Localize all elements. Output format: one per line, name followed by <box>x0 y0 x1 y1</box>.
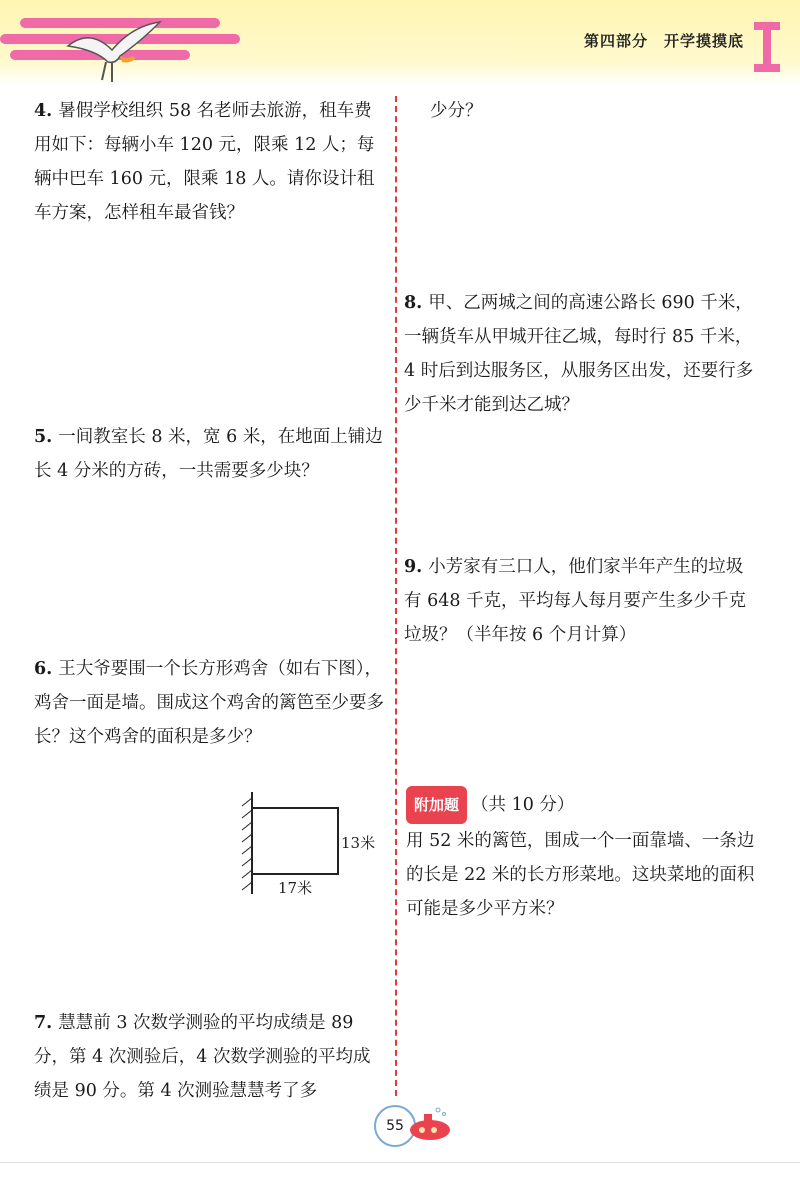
width-label: 17米 <box>278 879 313 897</box>
bonus-points: （共 10 分） <box>471 795 575 815</box>
question-7-continuation: 少分？ <box>430 101 483 121</box>
question-number: 9. <box>404 557 423 577</box>
question-9 <box>404 550 760 652</box>
coop-diagram <box>234 790 394 900</box>
question-text: 小芳家有三口人，他们家半年产生的垃圾有 648 千克，平均每人每月要产生多少千克垃圾？（半年按 6 个月计算） <box>404 557 747 645</box>
question-number: 5. <box>34 427 53 447</box>
question-text: 一间教室长 8 米，宽 6 米，在地面上铺边长 4 分米的方砖，一共需要多少块？ <box>34 427 383 481</box>
bonus-tag: 附加题 <box>406 786 467 824</box>
bonus-question <box>406 786 762 926</box>
submarine-icon <box>408 1104 452 1144</box>
bonus-heading <box>406 786 762 824</box>
question-number: 8. <box>404 293 423 313</box>
question-5 <box>34 420 384 488</box>
bottom-line <box>0 1162 800 1163</box>
coop-rectangle <box>252 808 338 874</box>
question-6 <box>34 652 384 754</box>
question-number: 6. <box>34 659 53 679</box>
question-8 <box>404 286 760 422</box>
section-title: 第四部分 开学摸摸底 <box>583 32 744 50</box>
question-7 <box>34 1006 386 1108</box>
question-number: 7. <box>34 1013 53 1033</box>
column-divider <box>395 96 397 1096</box>
question-number: 4. <box>34 101 53 121</box>
bonus-text: 用 52 米的篱笆，围成一个一面靠墙、一条边的长是 22 米的长方形菜地。这块菜地的面积可能是多少平方米？ <box>406 831 755 919</box>
header-mark <box>754 22 780 72</box>
wall-hatching <box>242 798 252 890</box>
question-text: 暑假学校组织 58 名老师去旅游，租车费用如下：每辆小车 120 元，限乘 12 人；每辆中巴车 160 元，限乘 18 人。请你设计租车方案，怎样租车最省钱？ <box>34 101 375 223</box>
question-text: 甲、乙两城之间的高速公路长 690 千米，一辆货车从甲城开往乙城，每时行 85 千米，4 时后到达服务区，从服务区出发，还要行多少千米才能到达乙城？ <box>404 293 754 415</box>
question-text: 慧慧前 3 次数学测验的平均成绩是 89 分，第 4 次测验后，4 次数学测验的平均成绩是 90 分。第 4 次测验慧慧考了多 <box>34 1013 371 1101</box>
height-label: 13米 <box>341 834 376 852</box>
question-text: 王大爷要围一个长方形鸡舍（如右下图），鸡舍一面是墙。围成这个鸡舍的篱笆至少要多长？这个鸡舍的面积是多少？ <box>34 659 384 747</box>
seagull-icon <box>60 16 170 88</box>
page-number: 55 <box>374 1105 416 1147</box>
question-4 <box>34 94 384 230</box>
